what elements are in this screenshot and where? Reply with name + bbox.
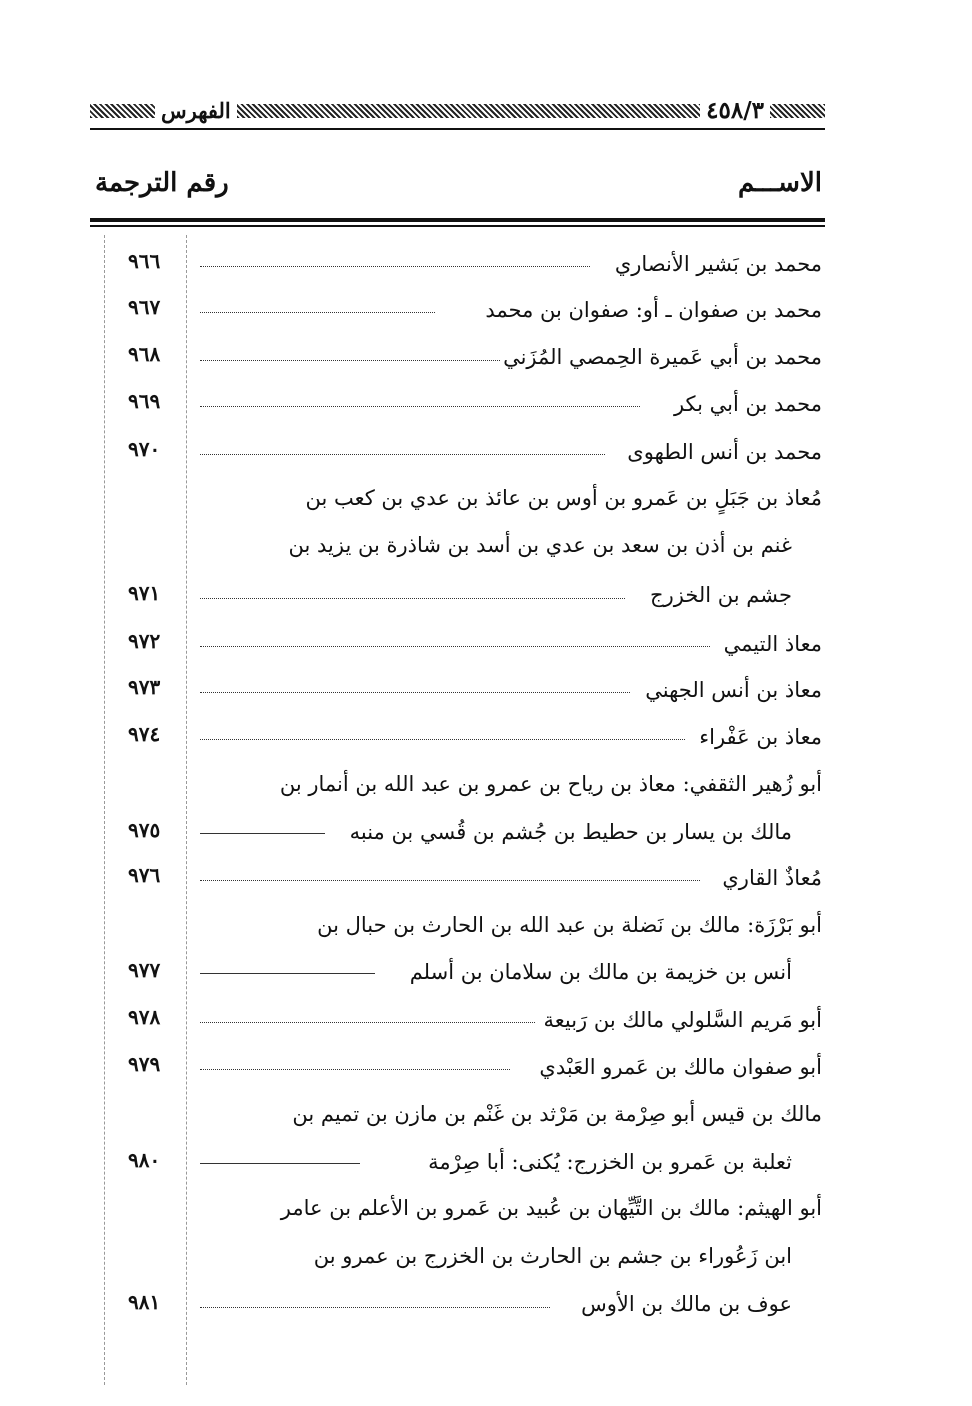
leader-line <box>200 833 325 834</box>
entry-name-continued: مالك بن يسار بن حطيط بن جُشم بن قُسي بن منبه <box>349 820 792 844</box>
entry-name: معاذ بن عَفْراء <box>699 725 822 749</box>
entry-name-continued: جشم بن الخزرج <box>650 583 792 607</box>
entry-number: ٩٦٦ <box>128 249 161 273</box>
leader-dots <box>200 312 435 313</box>
entry-name: أبو الهيثم: مالك بن التَّيِّهان بن عُبيد بن عَمرو بن الأعلم بن عامر <box>280 1196 822 1220</box>
column-head-name: الاســـم <box>738 168 822 198</box>
leader-dots <box>200 646 710 647</box>
entry-name: محمد بن أبي بكر <box>673 392 822 416</box>
entry-name-continued: ثعلبة بن عَمرو بن الخزرج: يُكنى: أبا صِرْمة <box>428 1150 792 1174</box>
leader-dots <box>200 360 500 361</box>
entry-name: محمد بن بَشير الأنصاري <box>614 252 822 276</box>
section-title: الفهرس <box>155 96 237 126</box>
leader-dots <box>200 1069 510 1070</box>
entry-number: ٩٧٩ <box>128 1052 161 1076</box>
entry-number: ٩٦٩ <box>128 389 161 413</box>
entry-name: محمد بن صفوان ـ أو: صفوان بن محمد <box>485 298 822 322</box>
leader-line <box>200 973 375 974</box>
entry-number: ٩٧٢ <box>128 629 161 653</box>
entry-name: أبو صفوان مالك بن عَمرو العَبْدي <box>539 1055 822 1079</box>
entry-number: ٩٨١ <box>128 1290 161 1314</box>
leader-dots <box>200 266 590 267</box>
margin-guide <box>104 235 105 1385</box>
entry-number: ٩٨٠ <box>128 1148 161 1172</box>
entry-name: أبو بَرْزَة: مالك بن نَضلة بن عبد الله بن الحارث بن حبال بن <box>317 913 822 937</box>
leader-dots <box>200 1022 535 1023</box>
entry-number: ٩٧٨ <box>128 1005 161 1029</box>
entry-name: محمد بن أنس الطهوى <box>627 440 822 464</box>
entry-name: مالك بن قيس أبو صِرْمة بن مَرْثد بن غَنْم بن مازن بن تميم بن <box>292 1102 822 1126</box>
entry-number: ٩٧٠ <box>128 437 161 461</box>
entry-name-continued: أنس بن خزيمة بن مالك بن سلامان بن أسلم <box>409 960 792 984</box>
leader-line <box>200 1163 360 1164</box>
entry-name-continued: ابن زَعُوراء بن جشم بن الحارث بن الخزرج بن عمرو بن <box>313 1244 792 1268</box>
leader-dots <box>200 880 700 881</box>
entry-name: أبو زُهير الثقفي: معاذ بن رياح بن عمرو بن عبد الله بن أنمار بن <box>279 772 822 796</box>
entry-name-continued: غنم بن أذن بن سعد بن عدي بن أسد بن شاذرة بن يزيد بن <box>288 533 792 557</box>
entry-number: ٩٧٤ <box>128 722 161 746</box>
page-reference: ٤٥٨/٣ <box>700 96 770 126</box>
entry-name-continued: عوف بن مالك بن الأوس <box>581 1292 792 1316</box>
leader-dots <box>200 1307 550 1308</box>
leader-dots <box>200 406 640 407</box>
running-header <box>90 96 825 126</box>
header-rule <box>90 128 825 130</box>
entry-name: أبو مَريم السَّلولي مالك بن رَبيعة <box>543 1008 822 1032</box>
entry-name: معاذ بن أنس الجهني <box>645 678 822 702</box>
column-head-rule-thin <box>90 225 825 227</box>
entry-number: ٩٧٧ <box>128 958 161 982</box>
leader-dots <box>200 454 605 455</box>
entry-name: معاذ التيمي <box>723 632 822 656</box>
leader-dots <box>200 739 685 740</box>
leader-dots <box>200 692 630 693</box>
entry-number: ٩٧١ <box>128 581 161 605</box>
entry-name: مُعاذٌ القاري <box>722 866 822 890</box>
column-head-rule <box>90 218 825 222</box>
leader-dots <box>200 598 625 599</box>
entry-number: ٩٧٦ <box>128 863 161 887</box>
column-head-number: رقم الترجمة <box>95 168 229 198</box>
entry-name: مُعاذ بن جَبَلٍ بن عَمرو بن أوس بن عائذ بن عدي بن كعب بن <box>305 486 822 510</box>
entry-number: ٩٧٥ <box>128 818 161 842</box>
margin-guide <box>186 235 187 1385</box>
entry-name: محمد بن أبي عَميرة الحِمصي المُزَني <box>503 345 822 369</box>
entry-number: ٩٦٧ <box>128 295 161 319</box>
entry-number: ٩٧٣ <box>128 675 161 699</box>
entry-number: ٩٦٨ <box>128 342 161 366</box>
